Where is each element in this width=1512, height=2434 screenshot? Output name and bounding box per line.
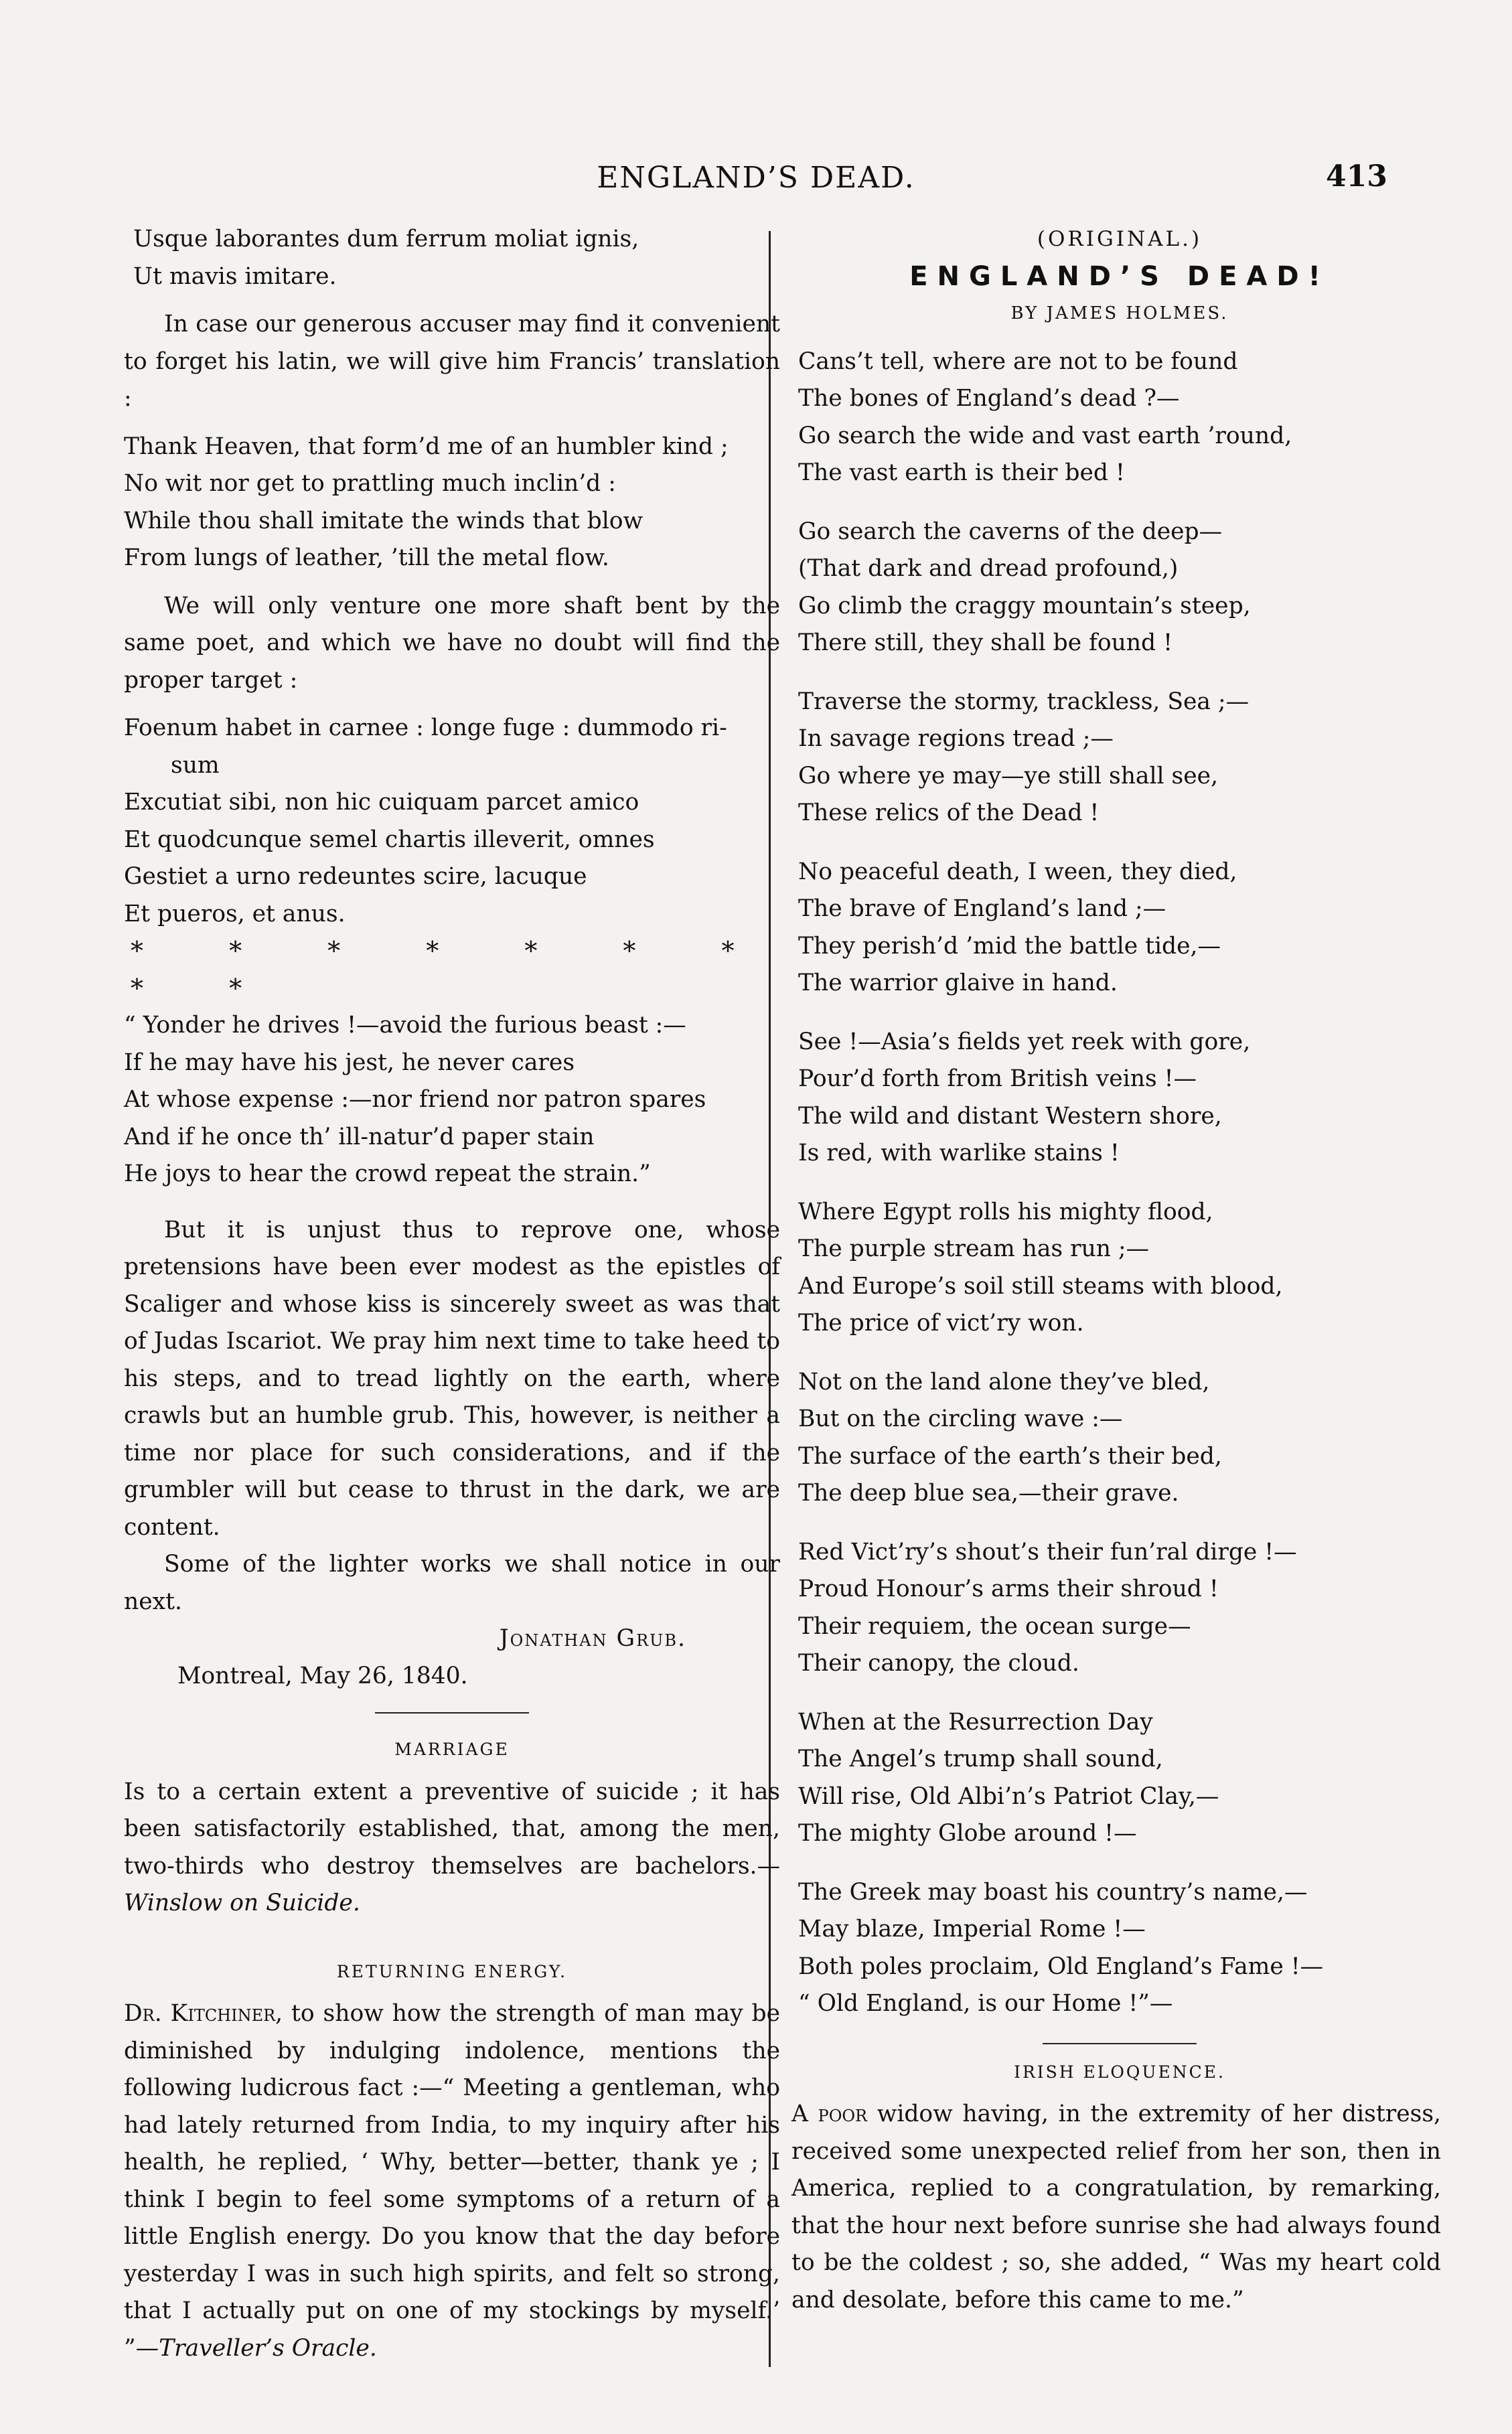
verse-line: Foenum habet in carnee : longe fuge : dummodo ri- xyxy=(124,714,727,741)
poem-stanzas xyxy=(798,344,1441,2023)
asterism: * * * * * * * * * xyxy=(131,936,773,1003)
verse-line: Et quodcunque semel chartis illeverit, omnes xyxy=(124,826,655,853)
verse-line: Excutiat sibi, non hic cuiquam parcet amico xyxy=(124,789,639,816)
section-heading-irish: IRISH ELOQUENCE. xyxy=(1014,2062,1225,2082)
translation-verse xyxy=(124,429,780,577)
verse-line: The price of vict’ry won. xyxy=(798,1310,1084,1337)
verse-line: No wit nor get to prattling much inclin’d : xyxy=(124,470,616,497)
section-heading-energy: RETURNING ENERGY. xyxy=(336,1961,568,1981)
verse-line: The vast earth is their bed ! xyxy=(798,459,1125,486)
poem-stanza xyxy=(798,1534,1441,1683)
verse-line: No peaceful death, I ween, they died, xyxy=(798,858,1237,885)
verse-line: Where Egypt rolls his mighty flood, xyxy=(798,1198,1213,1225)
irish-text: widow having, in the extremity of her distress, received some unexpected relief from her son, then in America, replied to a congratulation, by remarking, that the hour next before sunrise she had always found to be the coldest ; so, she added, “ Was my heart cold and desolate, before this came to me.” xyxy=(791,2101,1441,2313)
verse-line: Their canopy, the cloud. xyxy=(798,1650,1079,1677)
verse-line: See !—Asia’s fields yet reek with gore, xyxy=(798,1028,1251,1055)
verse-line: Ut mavis imitare. xyxy=(133,262,337,290)
verse-line: The bones of England’s dead ?— xyxy=(798,385,1180,412)
page-number: 413 xyxy=(1326,159,1387,194)
verse-line: May blaze, Imperial Rome !— xyxy=(798,1916,1146,1943)
energy-text: to show how the strength of man may be diminished by indulging indolence, mentions the following ludicrous fact :—“ Meeting a gentleman, who had lately returned from India, to my inquiry after his health, he replied, ‘ Why, better—better, thank ye ; I think I begin to feel some symptoms of a return of a little English energy. Do you know that the day before yesterday I was in such high spirits, and felt so strong, that I actually put on one of my stockings by myself.’ ”— xyxy=(124,2000,780,2362)
poem-stanza xyxy=(798,344,1441,492)
energy-lead: Dr. Kitchiner, xyxy=(124,2000,283,2027)
verse-line: sum xyxy=(171,751,220,779)
paragraph: But it is unjust thus to reprove one, whose pretensions have been ever modest as the epistles of Scaliger and whose kiss is sincerely sweet as was that of Judas Iscariot. We pray him next time to take heed to his steps, and to tread lightly on the earth, where crawls but an humble grub. This, however, is neither a time nor place for such considerations, and if the grumbler will but cease to thrust in the dark, we are content. xyxy=(124,1216,780,1541)
quoted-verse xyxy=(124,1007,780,1193)
poem-stanza xyxy=(798,1874,1441,2023)
verse-line: The wild and distant Western shore, xyxy=(798,1102,1222,1130)
verse-line: Pour’d forth from British veins !— xyxy=(798,1065,1197,1092)
verse-line: Both poles proclaim, Old England’s Fame !— xyxy=(798,1953,1324,1980)
verse-line: The brave of England’s land ;— xyxy=(798,895,1166,922)
verse-line: Will rise, Old Albi’n’s Patriot Clay,— xyxy=(798,1782,1219,1810)
verse-line: Go search the wide and vast earth ’round, xyxy=(798,422,1292,449)
section-rule xyxy=(1043,2043,1197,2044)
verse-line: The Greek may boast his country’s name,— xyxy=(798,1878,1308,1906)
poem-stanza xyxy=(798,854,1441,1002)
paragraph xyxy=(124,1995,780,2367)
verse-line: “ Yonder he drives !—avoid the furious beast :— xyxy=(124,1012,686,1039)
verse-line: These relics of the Dead ! xyxy=(798,800,1100,826)
verse-line: Is red, with warlike stains ! xyxy=(798,1140,1120,1166)
energy-source: Traveller’s Oracle. xyxy=(159,2334,377,2362)
original-label: (ORIGINAL.) xyxy=(1037,227,1203,251)
paragraph: We will only venture one more shaft bent by the same poet, and which we have no doubt will find the proper target : xyxy=(124,592,780,694)
marriage-text: Is to a certain extent a preventive of suicide ; it has been satisfactorily established, that, among the men, two-thirds who destroy themselves are bachelors.— xyxy=(124,1778,780,1880)
verse-line: Red Vict’ry’s shout’s their fun’ral dirge !— xyxy=(798,1538,1297,1566)
verse-line: Go search the caverns of the deep— xyxy=(798,518,1223,545)
section-rule xyxy=(375,1712,529,1714)
verse-line: Et pueros, et anus. xyxy=(124,900,346,927)
poem-title: ENGLAND’S DEAD! xyxy=(909,260,1330,292)
poem-stanza xyxy=(798,514,1441,662)
dateline: Montreal, May 26, 1840. xyxy=(177,1662,468,1689)
verse-line: And Europe’s soil still steams with blood, xyxy=(798,1272,1283,1300)
verse-line: There still, they shall be found ! xyxy=(798,629,1173,656)
verse-line: The deep blue sea,—their grave. xyxy=(798,1480,1179,1507)
verse-line: The surface of the earth’s their bed, xyxy=(798,1442,1222,1470)
paragraph: Some of the lighter works we shall notice in our next. xyxy=(124,1551,780,1615)
poem-stanza xyxy=(798,684,1441,832)
poem-stanza xyxy=(798,1704,1441,1853)
paragraph: In case our generous accuser may find it convenient to forget his latin, we will give him Francis’ translation : xyxy=(124,311,780,412)
verse-line: The mighty Globe around !— xyxy=(798,1820,1137,1847)
verse-line: When at the Resurrection Day xyxy=(798,1708,1153,1736)
paragraph xyxy=(791,2096,1441,2319)
verse-line: Go where ye may—ye still shall see, xyxy=(798,762,1219,789)
latin-quote-2 xyxy=(124,710,780,933)
irish-lead: A poor xyxy=(791,2101,868,2127)
verse-line: Thank Heaven, that form’d me of an humbler kind ; xyxy=(124,433,729,460)
verse-line: Traverse the stormy, trackless, Sea ;— xyxy=(798,688,1250,715)
poem-stanza xyxy=(798,1364,1441,1513)
poem-byline: BY JAMES HOLMES. xyxy=(1010,303,1229,323)
verse-line: From lungs of leather, ’till the metal flow. xyxy=(124,544,609,571)
verse-line: He joys to hear the crowd repeat the strain.” xyxy=(124,1160,651,1187)
right-column xyxy=(791,221,1441,2319)
verse-line: Not on the land alone they’ve bled, xyxy=(798,1368,1210,1395)
verse-line: Go climb the craggy mountain’s steep, xyxy=(798,592,1251,619)
verse-line: “ Old England, is our Home !”— xyxy=(798,1990,1173,2017)
poem-stanza xyxy=(798,1194,1441,1343)
verse-line: Cans’t tell, where are not to be found xyxy=(798,348,1238,375)
verse-line: Proud Honour’s arms their shroud ! xyxy=(798,1576,1219,1602)
signature: Jonathan Grub. xyxy=(499,1625,686,1652)
verse-line: In savage regions tread ;— xyxy=(798,725,1114,752)
verse-line: Their requiem, the ocean surge— xyxy=(798,1612,1191,1640)
verse-line: At whose expense :—nor friend nor patron spares xyxy=(124,1086,706,1113)
paragraph xyxy=(124,1774,780,1922)
verse-line: The warrior glaive in hand. xyxy=(798,970,1118,996)
verse-line: Gestiet a urno redeuntes scire, lacuque xyxy=(124,863,587,890)
verse-line: If he may have his jest, he never cares xyxy=(124,1049,575,1076)
verse-line: The Angel’s trump shall sound, xyxy=(798,1746,1163,1772)
verse-line: And if he once th’ ill-natur’d paper stain xyxy=(124,1123,595,1150)
running-title: ENGLAND’S DEAD. xyxy=(597,161,915,195)
marriage-source: Winslow on Suicide. xyxy=(124,1890,360,1916)
poem-stanza xyxy=(798,1024,1441,1172)
section-heading-marriage: MARRIAGE xyxy=(394,1740,510,1759)
verse-line: They perish’d ’mid the battle tide,— xyxy=(798,932,1221,960)
verse-line: Usque laborantes dum ferrum moliat ignis, xyxy=(133,226,639,252)
verse-line: But on the circling wave :— xyxy=(798,1405,1123,1432)
latin-quote-1 xyxy=(124,221,780,295)
left-column xyxy=(124,221,780,2367)
verse-line: (That dark and dread profound,) xyxy=(798,555,1179,582)
verse-line: While thou shall imitate the winds that blow xyxy=(124,507,644,534)
verse-line: The purple stream has run ;— xyxy=(798,1235,1150,1262)
